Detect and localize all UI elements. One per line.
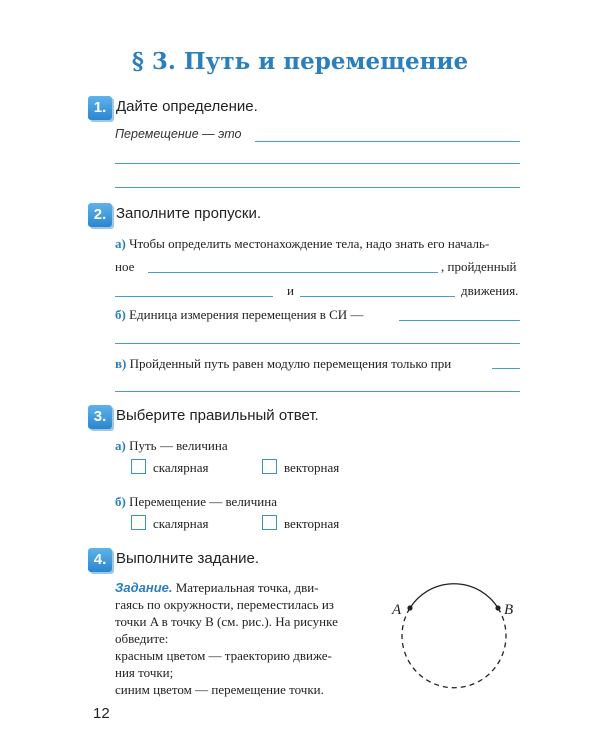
task-4-number-badge: 4. [88, 548, 112, 572]
task-2c-line [115, 356, 451, 372]
task-4-text-2: гаясь по окружности, переместилась из [115, 597, 334, 612]
task-2-number-badge: 2. [88, 203, 112, 227]
task-3b-vector-checkbox[interactable] [262, 515, 277, 530]
task-2a-blank-2[interactable] [115, 296, 273, 297]
task-1-answer-line-2[interactable] [115, 163, 520, 164]
task-3b-scalar-checkbox[interactable] [131, 515, 146, 530]
task-4-heading: Выполните задание. [116, 550, 260, 567]
task-3a-scalar-checkbox[interactable] [131, 459, 146, 474]
task-3a-vector-label: векторная [284, 460, 340, 475]
task-3b-text: Перемещение — величина [129, 494, 277, 509]
task-4-text-5: красным цветом — траекторию движе- [115, 648, 332, 663]
task-2a-label: а) [115, 236, 126, 251]
task-4-line-1 [115, 579, 375, 596]
task-2b-text: Единица измерения перемещения в СИ — [129, 307, 364, 322]
task-4-task-label: Задание. [115, 580, 173, 595]
task-2c-text: Пройденный путь равен модулю перемещения только при [129, 356, 452, 371]
task-2a-blank-1[interactable] [148, 272, 438, 273]
task-2a-text-3: , пройденный [441, 259, 517, 274]
task-2a-blank-3[interactable] [300, 296, 455, 297]
task-2c-blank-1[interactable] [492, 368, 520, 369]
point-a-label: A [392, 602, 402, 618]
trajectory-arc-solid [410, 584, 498, 608]
task-4-text-1: Материальная точка, дви- [172, 580, 319, 595]
task-3a-line [115, 438, 228, 454]
task-1-answer-line-1[interactable] [255, 141, 520, 142]
task-3-number-badge: 3. [88, 405, 112, 429]
task-3b-scalar-label: скалярная [153, 516, 209, 531]
task-3-heading: Выберите правильный ответ. [116, 407, 319, 424]
task-2c-blank-2[interactable] [115, 391, 520, 392]
page-title: § 3. Путь и перемещение [131, 48, 469, 75]
task-4-text-4: обведите: [115, 631, 169, 646]
task-3a-text: Путь — величина [129, 438, 228, 453]
task-3b-line [115, 494, 277, 510]
task-2a-text-5: движения. [461, 283, 519, 298]
circle-diagram [380, 570, 540, 710]
task-3a-scalar-label: скалярная [153, 460, 209, 475]
task-2a-text-2: ное [115, 259, 135, 274]
task-1-number-badge: 1. [88, 96, 112, 120]
point-b-label: B [504, 602, 514, 618]
circle-dashed-arc [402, 608, 506, 688]
point-a-dot [407, 605, 412, 610]
task-2b-label: б) [115, 307, 126, 322]
task-3a-vector-checkbox[interactable] [262, 459, 277, 474]
task-3b-label: б) [115, 494, 126, 509]
task-2-heading: Заполните пропуски. [116, 205, 262, 222]
task-2b-blank-1[interactable] [399, 320, 520, 321]
task-4-text-6: ния точки; [115, 665, 174, 680]
page-number: 12 [93, 705, 110, 722]
task-2a-text-1: Чтобы определить местонахождение тела, надо знать его началь- [129, 236, 490, 251]
task-2a-text-4: и [287, 283, 294, 298]
task-3a-label: а) [115, 438, 126, 453]
task-4-text-3: точки A в точку B (см. рис.). На рисунке [115, 614, 338, 629]
task-2a-line-1 [115, 236, 489, 252]
task-1-answer-line-3[interactable] [115, 187, 520, 188]
task-1-heading: Дайте определение. [116, 98, 258, 115]
task-1-prompt: Перемещение — это [115, 127, 242, 141]
task-4-paragraph [115, 579, 375, 698]
task-4-text-7: синим цветом — перемещение точки. [115, 682, 324, 697]
task-3b-vector-label: векторная [284, 516, 340, 531]
point-b-dot [495, 605, 500, 610]
task-2b-blank-2[interactable] [115, 343, 520, 344]
task-2c-label: в) [115, 356, 127, 371]
task-2b-line [115, 307, 363, 323]
